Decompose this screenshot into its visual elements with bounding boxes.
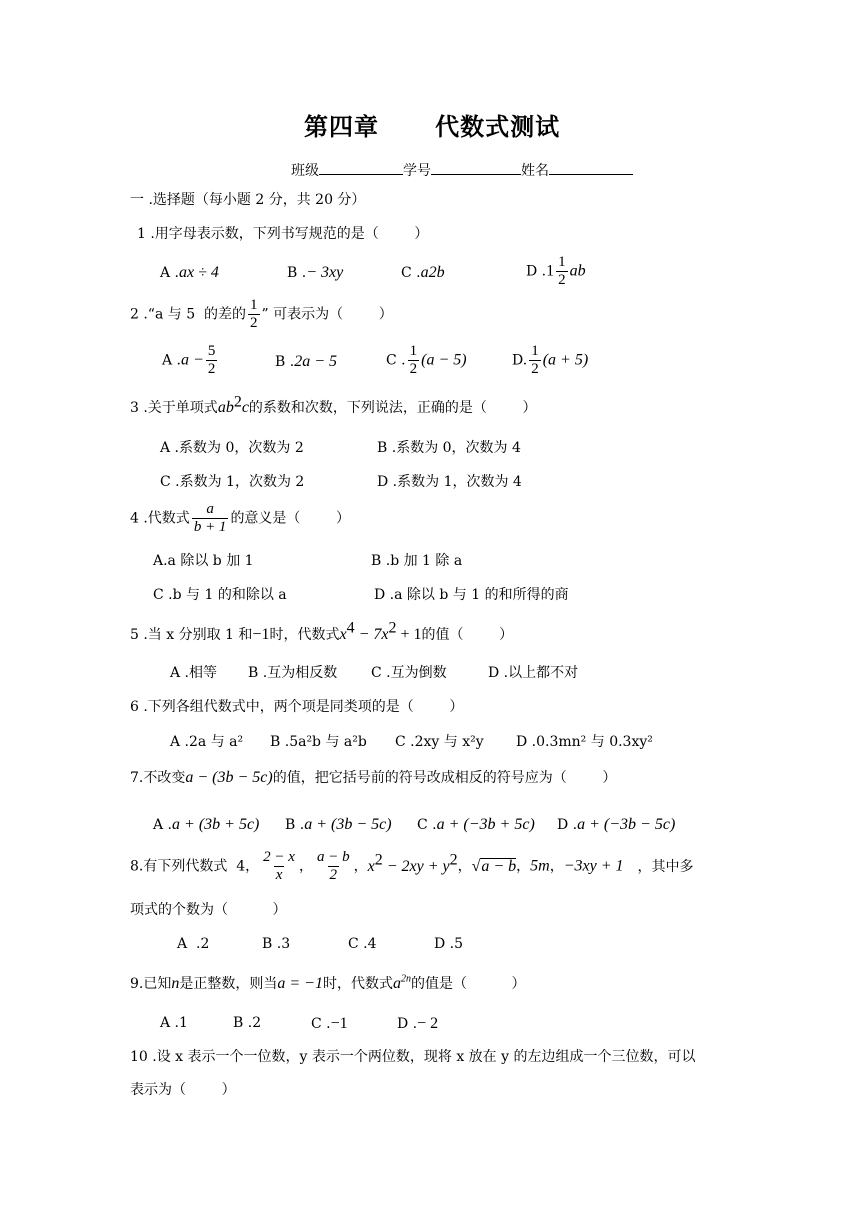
- question-5-stem: 5 .当 x 分别取 1 和−1时，代数式$x^4 - 7x^2 + 1$的值（ ）: [130, 619, 514, 643]
- question-9-option-d: D .− 2: [397, 1015, 439, 1032]
- question-5-option-a: A .相等: [170, 665, 218, 681]
- question-1-option-a: A .ax ÷ 4: [160, 264, 219, 281]
- fraction: $\frac{1}{2}$: [250, 297, 258, 331]
- fraction: $\frac{a}{b + 1}$: [193, 501, 227, 535]
- fraction: $\frac{1}{2}$: [558, 254, 566, 288]
- sqrt-expression: √a − b: [471, 858, 517, 875]
- fraction: $\frac{2 - x}{x}$: [263, 849, 295, 883]
- fraction: $\frac{1}{2}$: [531, 343, 539, 377]
- question-3-option-c: C .系数为 1，次数为 2: [160, 474, 305, 490]
- question-7-option-d: D .a + (−3b − 5c): [557, 816, 676, 833]
- id-label: 学号: [403, 163, 431, 179]
- question-9-stem: 9.已知n是正整数，则当a = −1时，代数式$a^{2n}$的值是（ ）: [130, 973, 526, 992]
- question-8-option-a: A .2: [177, 936, 210, 952]
- question-6-option-d: D .0.3mn² 与 0.3xy²: [516, 734, 653, 750]
- question-3-option-d: D .系数为 1，次数为 4: [377, 474, 522, 490]
- question-1-option-d: D .1 $\frac{1}{2}$ ab: [526, 254, 586, 288]
- fraction: $\frac{5}{2}$: [207, 343, 216, 377]
- id-blank[interactable]: [431, 160, 521, 175]
- question-6-option-c: C .2xy 与 x²y: [395, 734, 484, 750]
- question-7-stem: 7.不改变a − (3b − 5c)的值，把它括号前的符号改成相反的符号应为（ ）: [130, 769, 617, 786]
- section-heading: 一 .选择题（每小题 2 分，共 20 分）: [130, 192, 366, 208]
- fraction: $\frac{a - b}{2}$: [316, 849, 350, 883]
- question-1-option-b: B .− 3xy: [287, 264, 344, 281]
- question-9-option-c: C .−1: [311, 1015, 348, 1032]
- question-10-line1: 10 .设 x 表示一个一位数，y 表示一个两位数，现将 x 放在 y 的左边组成一个三位数，可以: [130, 1049, 696, 1065]
- fraction: $\frac{1}{2}$: [409, 343, 418, 377]
- question-7-option-a: A .a + (3b + 5c): [153, 816, 260, 833]
- question-8-stem: 8.有下列代数式 4， $\frac{2 - x}{x}$ ， $\frac{a - b}{2}$ ，$x^2 - 2xy + y^2$，√a − b，5m，−3xy + 1 ，其中多: [130, 849, 694, 883]
- question-8-option-c: C .4: [348, 936, 377, 952]
- page-title: 第四章 代数式测试: [304, 112, 561, 141]
- question-2-option-a: A .a − $\frac{5}{2}$: [162, 343, 216, 377]
- question-8-option-d: D .5: [434, 936, 464, 952]
- question-3-stem: 3 .关于单项式$ab^2c$的系数和次数，下列说法，正确的是（ ）: [130, 393, 537, 416]
- question-2-option-c: C . $\frac{1}{2}$ (a − 5): [386, 343, 467, 377]
- question-9-option-b: B .2: [233, 1015, 262, 1031]
- class-label: 班级: [291, 163, 319, 179]
- question-6-option-b: B .5a²b 与 a²b: [270, 734, 367, 750]
- question-3-option-a: A .系数为 0，次数为 2: [160, 440, 304, 456]
- question-6-option-a: A .2a 与 a²: [170, 734, 244, 750]
- question-2-option-b: B .2a − 5: [275, 353, 337, 370]
- name-label: 姓名: [521, 163, 549, 179]
- polynomial-expression: $x^2 - 2xy + y^2$: [367, 851, 458, 875]
- question-5-option-d: D .以上都不对: [488, 665, 579, 681]
- question-1-stem: 1 .用字母表示数，下列书写规范的是（ ）: [137, 226, 429, 242]
- question-7-option-b: B .a + (3b − 5c): [285, 816, 392, 833]
- question-9-option-a: A .1: [160, 1015, 188, 1031]
- question-3-option-b: B .系数为 0，次数为 4: [377, 440, 521, 456]
- question-4-stem: 4 .代数式 $\frac{a}{b + 1}$ 的意义是（ ）: [130, 501, 351, 535]
- question-5-option-b: B .互为相反数: [248, 665, 338, 681]
- question-2-stem: 2 .“a 与 5 的差的 $\frac{1}{2}$ ” 可表示为（ ）: [130, 297, 393, 331]
- question-10-line2: 表示为（ ）: [130, 1082, 236, 1098]
- question-4-option-d: D .a 除以 b 与 1 的和所得的商: [374, 587, 569, 603]
- question-2-option-d: D. $\frac{1}{2}$ (a + 5): [512, 343, 589, 377]
- name-blank[interactable]: [549, 160, 633, 175]
- question-7-option-c: C .a + (−3b + 5c): [417, 816, 535, 833]
- question-4-option-a: A.a 除以 b 加 1: [153, 553, 254, 569]
- polynomial-expression: $x^4 - 7x^2 + 1$: [339, 619, 422, 643]
- question-1-option-c: C .a2b: [401, 264, 445, 281]
- power-expression: $a^{2n}$: [392, 973, 411, 992]
- question-4-option-b: B .b 加 1 除 a: [371, 553, 463, 569]
- question-8-option-b: B .3: [262, 936, 291, 952]
- question-4-option-c: C .b 与 1 的和除以 a: [153, 587, 287, 603]
- class-blank[interactable]: [319, 160, 403, 175]
- student-info-line: [291, 160, 633, 178]
- question-5-option-c: C .互为倒数: [371, 665, 447, 681]
- question-6-stem: 6 .下列各组代数式中，两个项是同类项的是（ ）: [130, 699, 464, 715]
- question-8-line2: 项式的个数为（ ）: [130, 902, 287, 918]
